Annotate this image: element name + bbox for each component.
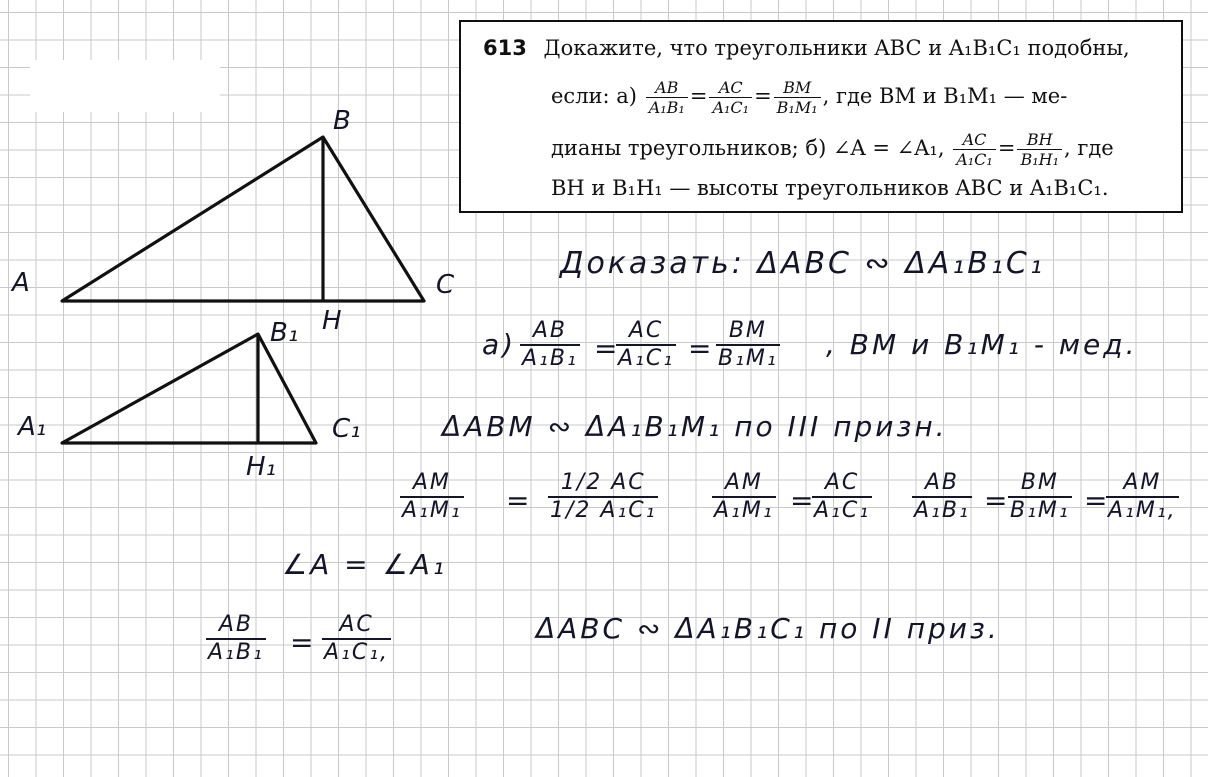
angle-equality: ∠A = ∠A₁ (282, 548, 447, 581)
fraction: $\frac{AC}{\text{A₁C₁}}$ (709, 78, 752, 117)
fraction-half-ac: 1/2 AC 1/2 A₁C₁ (550, 470, 657, 523)
fraction-ab-2: AB A₁B₁ (914, 470, 970, 523)
fraction-bm-2: BM B₁M₁ (1010, 470, 1070, 523)
equals-sign: = (594, 332, 621, 365)
problem-box: 613 Докажите, что треугольники ABC и A₁B₁C₁ подобны, если: а) $\frac{AB}{\text{A₁B₁}}$ = $\frac{AC}{\text{A₁C₁}}$ = $\frac{BM}{\text{B₁M₁}}$ , где BM и B₁M₁ — ме- дианы треугольников; б) ∠A = ∠A₁, $\frac{AC}{\text{A₁C₁}}$ = $\frac{BH}{\text{B₁H₁}}$ , где BH и B₁H₁ — высоты треугольников ABC и A₁B₁C₁. (459, 20, 1183, 213)
part-a-label: а) (482, 328, 517, 361)
fraction: $\frac{BH}{\text{B₁H₁}}$ (1017, 130, 1062, 169)
fraction-ab: AB A₁B₁ (522, 318, 578, 371)
problem-line-2-prefix: если: а) (551, 84, 637, 108)
triangle-a1b1c1 (62, 334, 316, 443)
goal-statement: Доказать: ΔABC ∾ ΔA₁B₁C₁ (560, 246, 1045, 281)
fraction-ac-3: AC A₁C₁, (324, 612, 390, 665)
equals-sign: = (1084, 484, 1111, 517)
label-a1: A₁ (18, 412, 47, 442)
fraction-ac-2: AC A₁C₁ (814, 470, 871, 523)
equals-sign: = (688, 332, 715, 365)
problem-line-2-suffix: , где BM и B₁M₁ — ме- (822, 84, 1068, 108)
fraction: $\frac{AB}{\text{A₁B₁}}$ (646, 78, 688, 117)
equals-sign: = (290, 626, 317, 659)
label-c1: C₁ (332, 414, 361, 444)
fraction: $\frac{BM}{\text{B₁M₁}}$ (774, 78, 821, 117)
problem-line-3-prefix: дианы треугольников; б) ∠A = ∠A₁, (551, 136, 945, 160)
similarity-abm: ΔABM ∾ ΔA₁B₁M₁ по III призн. (442, 410, 948, 443)
fraction-am-2: AM A₁M₁ (714, 470, 774, 523)
equals-sign: = (506, 484, 533, 517)
conclusion: ΔABC ∾ ΔA₁B₁C₁ по II приз. (536, 612, 1000, 645)
label-a: A (12, 268, 30, 298)
label-b1: B₁ (270, 318, 299, 348)
label-h1: H₁ (246, 452, 276, 482)
label-h: H (322, 306, 342, 336)
fraction-am: AM A₁M₁ (402, 470, 462, 523)
fraction-am-3: AM A₁M₁, (1108, 470, 1177, 523)
problem-line-4: BH и B₁H₁ — высоты треугольников ABC и A₁B₁C₁. (551, 176, 1109, 200)
median-note: , BM и B₁M₁ - мед. (826, 328, 1138, 361)
fraction-bm: BM B₁M₁ (718, 318, 778, 371)
equals-sign: = (790, 484, 817, 517)
problem-number: 613 (483, 36, 527, 60)
equals-sign: = (984, 484, 1011, 517)
label-c: C (436, 270, 455, 300)
fraction: $\frac{AC}{\text{A₁C₁}}$ (953, 130, 996, 169)
label-b: B (333, 106, 351, 136)
problem-line-1: Докажите, что треугольники ABC и A₁B₁C₁ подобны, (543, 36, 1130, 60)
triangle-abc (62, 137, 424, 301)
fraction-ac: AC A₁C₁ (618, 318, 675, 371)
fraction-ab-3: AB A₁B₁ (208, 612, 264, 665)
problem-line-3-suffix: , где (1063, 136, 1114, 160)
